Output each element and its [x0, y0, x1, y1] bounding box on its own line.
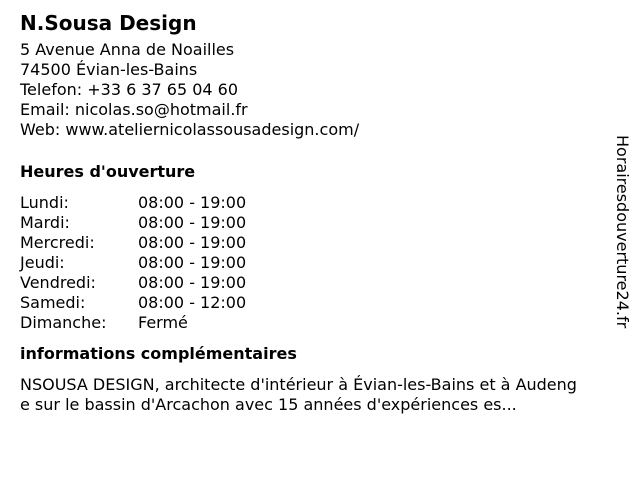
hours-row	[20, 313, 600, 333]
hours-time: 08:00 - 19:00	[138, 213, 247, 232]
hours-day: Dimanche:	[20, 313, 107, 332]
hours-time: 08:00 - 19:00	[138, 193, 247, 212]
address-street: 5 Avenue Anna de Noailles	[20, 40, 235, 59]
hours-day: Samedi:	[20, 293, 86, 312]
hours-day: Mardi:	[20, 213, 70, 232]
info-description: NSOUSA DESIGN, architecte d'intérieur à Évian-les-Bains et à Audenge sur le bassin d'Arcachon avec 15 années d'expériences es...	[20, 375, 577, 414]
hours-time: 08:00 - 19:00	[138, 253, 247, 272]
business-name: N.Sousa Design	[20, 11, 197, 35]
hours-row	[20, 233, 600, 253]
info-title: informations complémentaires	[20, 344, 297, 363]
hours-row	[20, 293, 600, 313]
website-line: Web: www.ateliernicolassousadesign.com/	[20, 120, 360, 139]
hours-table	[20, 193, 600, 333]
hours-time: 08:00 - 19:00	[138, 233, 247, 252]
hours-row	[20, 193, 600, 213]
hours-day: Vendredi:	[20, 273, 96, 292]
hours-row	[20, 213, 600, 233]
site-watermark: Horairesdouverture24.fr	[613, 135, 632, 329]
email-line: Email: nicolas.so@hotmail.fr	[20, 100, 248, 119]
hours-time: 08:00 - 19:00	[138, 273, 247, 292]
hours-row	[20, 253, 600, 273]
hours-day: Jeudi:	[20, 253, 65, 272]
hours-row	[20, 273, 600, 293]
hours-title: Heures d'ouverture	[20, 162, 196, 181]
business-card	[20, 10, 600, 415]
address-city: 74500 Évian-les-Bains	[20, 60, 198, 79]
hours-time: 08:00 - 12:00	[138, 293, 247, 312]
hours-time: Fermé	[138, 313, 188, 332]
hours-day: Lundi:	[20, 193, 69, 212]
phone-line: Telefon: +33 6 37 65 04 60	[20, 80, 239, 99]
hours-day: Mercredi:	[20, 233, 95, 252]
